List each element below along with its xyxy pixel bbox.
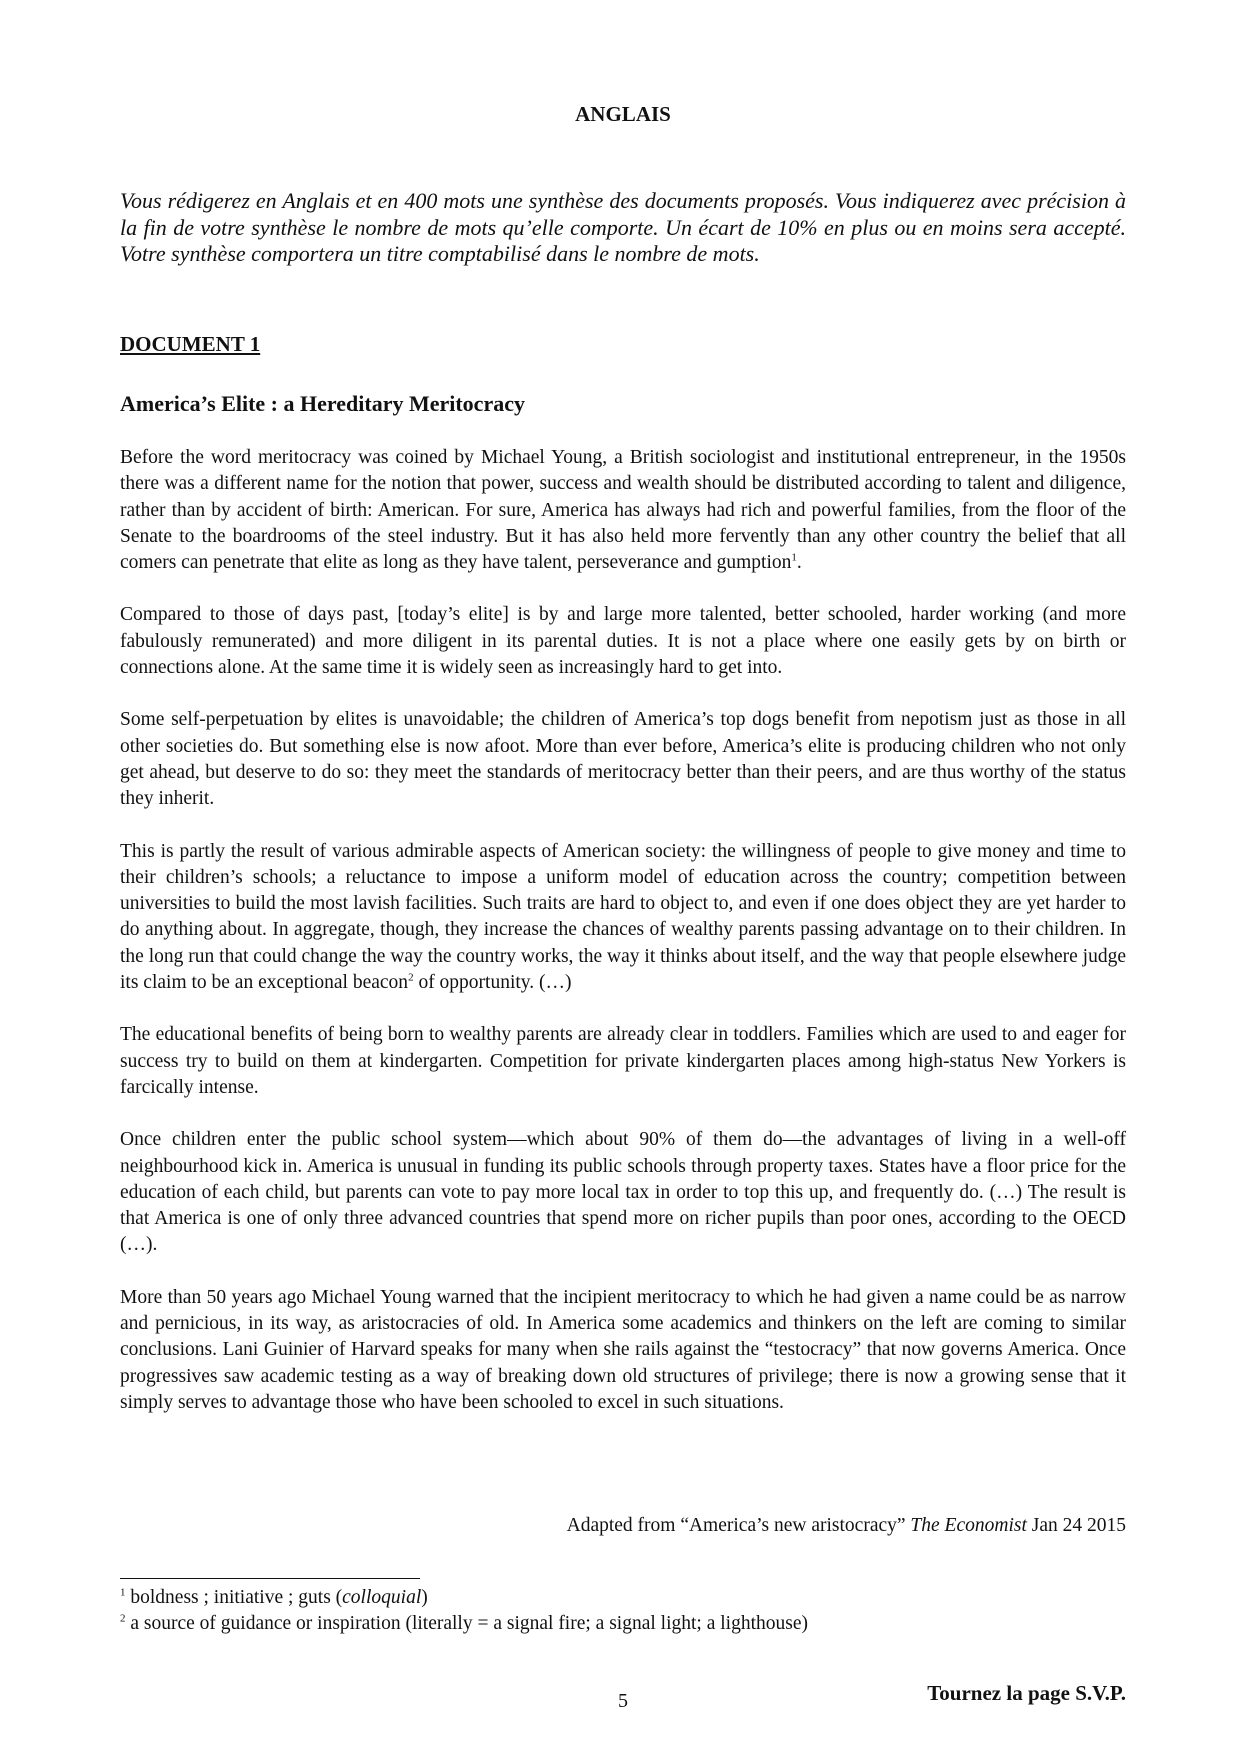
paragraph: The educational benefits of being born to wealthy parents are already clear in toddlers. Families which are used to and eager for success try to build on them at kindergarten. Competition for private kindergarten places among high-status New Yorkers is farcically intense.: [120, 1024, 1126, 1098]
document-title: America’s Elite : a Hereditary Meritocracy: [120, 391, 525, 416]
instructions: Vous rédigerez en Anglais et en 400 mots une synthèse des documents proposés. Vous indiquerez avec précision à la fin de votre synthèse le nombre de mots qu’elle comporte. Un écart de 10% en plus ou en moins sera accepté. Votre synthèse comportera un titre comptabilisé dans le nombre de mots.: [120, 188, 1126, 266]
turn-page-notice: Tournez la page S.V.P.: [927, 1681, 1126, 1705]
page-title: ANGLAIS: [575, 102, 671, 126]
footnote-divider: [120, 1578, 420, 1579]
article-body: [120, 445, 1126, 1442]
paragraph: Compared to those of days past, [today’s elite] is by and large more talented, better schooled, harder working (and more fabulously remunerated) and more diligent in its parental duties. It is not a place where one easily gets by on birth or connections alone. At the same time it is widely seen as increasingly hard to get into.: [120, 604, 1126, 679]
footnote: $^1$ boldness ; initiative ; guts (colloquial): [120, 1586, 428, 1608]
paragraph: Some self-perpetuation by elites is unavoidable; the children of America’s top dogs benefit from nepotism just as those in all other societies do. But something else is now afoot. More than ever before, America’s elite is producing children who not only get ahead, but deserve to do so: they meet the standards of meritocracy better than their peers, and are thus worthy of the status they inherit.: [120, 709, 1126, 810]
footnote-ref: 1: [791, 551, 797, 564]
page-number: 5: [618, 1690, 628, 1712]
document-label: DOCUMENT 1: [120, 332, 261, 356]
paragraph: Once children enter the public school system—which about 90% of them do—the advantages of living in a well-off neighbourhood kick in. America is unusual in funding its public schools through property taxes. States have a floor price for the education of each child, but parents can vote to pay more local tax in order to top this up, and frequently do. (…) The result is that America is one of only three advanced countries that spend more on richer pupils than poor ones, according to the OECD (…).: [120, 1129, 1126, 1256]
footnote-ref: 2: [408, 971, 414, 984]
exam-page: [120, 0, 1126, 1754]
footnote: $^2$ a source of guidance or inspiration (literally = a signal fire; a signal light; a lighthouse): [120, 1612, 808, 1634]
publication-name: The Economist: [910, 1515, 1027, 1536]
paragraph: More than 50 years ago Michael Young warned that the incipient meritocracy to which he had given a name could be as narrow and pernicious, in its way, as aristocracies of old. In America some academics and thinkers on the left are coming to similar conclusions. Lani Guinier of Harvard speaks for many when she rails against the “testocracy” that now governs America. Once progressives saw academic testing as a way of breaking down old structures of privilege; there is now a growing sense that it simply serves to advantage those who have been schooled to excel in such situations.: [120, 1286, 1126, 1413]
paragraph: This is partly the result of various admirable aspects of American society: the willingness of people to give money and time to their children’s schools; a reluctance to impose a uniform model of education across the country; competition between universities to build the most lavish facilities. Such traits are hard to object to, and even if one does object they are yet harder to do anything about. In aggregate, though, they increase the chances of wealthy parents passing advantage on to their children. In the long run that could change the way the country works, the way it thinks about itself, and the way that people elsewhere judge its claim to be an exceptional beacon$^2$ of opportunity. (…): [120, 840, 1126, 994]
source-citation: Adapted from “America’s new aristocracy” The Economist Jan 24 2015: [566, 1515, 1126, 1536]
paragraph: Before the word meritocracy was coined by Michael Young, a British sociologist and institutional entrepreneur, in the 1950s there was a different name for the notion that power, success and wealth should be distributed according to talent and diligence, rather than by accident of birth: American. For sure, America has always had rich and powerful families, from the floor of the Senate to the boardrooms of the steel industry. But it has also held more fervently than any other country the belief that all comers can penetrate that elite as long as they have talent, perseverance and gumption$^1$.: [120, 447, 1126, 574]
footnotes: [120, 1585, 808, 1637]
